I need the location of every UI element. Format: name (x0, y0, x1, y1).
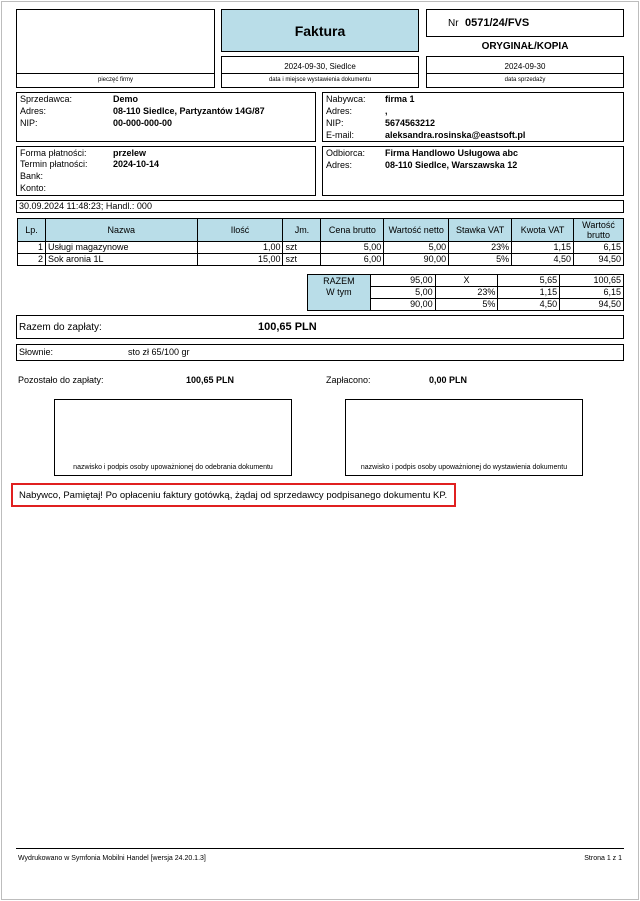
to-pay-box (16, 315, 624, 339)
receiver-signature-box (54, 399, 292, 476)
cell: 1,00 (197, 242, 283, 254)
issue-place-date: 2024-09-30, Siedlce (284, 62, 356, 71)
buyer-nip-label: NIP: (326, 118, 344, 128)
issue-caption: data i miejsce wystawienia dokumentu (268, 77, 372, 83)
in-words-value: sto zł 65/100 gr (128, 347, 190, 357)
seller-address: 08-110 Siedlce, Partyzantów 14G/87 (113, 106, 265, 116)
seller-nip-label: NIP: (20, 118, 38, 128)
issuer-signature-box (345, 399, 583, 476)
col-header: Jm. (283, 219, 321, 242)
recipient-name: Firma Handlowo Usługowa abc (385, 148, 519, 158)
cell: 90,00 (384, 254, 449, 266)
cell: 5,00 (370, 287, 435, 299)
stamp-caption: pieczęć firmy (97, 77, 133, 83)
issue-box (221, 56, 419, 88)
items-table (17, 218, 624, 266)
buyer-email: aleksandra.rosinska@eastsoft.pl (385, 130, 526, 140)
cell: szt (283, 242, 321, 254)
col-header: Kwota VAT (512, 219, 574, 242)
cell: 5% (449, 254, 512, 266)
buyer-nip: 5674563212 (385, 118, 436, 128)
totals-table (307, 274, 624, 311)
company-stamp-box (16, 9, 215, 88)
cell: 6,00 (321, 254, 384, 266)
original-copy-label: ORYGINAŁ/KOPIA (481, 41, 569, 52)
meta-line: 30.09.2024 11:48:23; Handl.: 000 (19, 201, 152, 211)
seller-label: Sprzedawca: (20, 94, 73, 104)
cell: Usługi magazynowe (45, 242, 197, 254)
paid-label: Zapłacono: (326, 375, 371, 385)
sale-date: 2024-09-30 (504, 62, 546, 71)
cell: 4,50 (512, 254, 574, 266)
cell: 4,50 (498, 299, 560, 311)
to-pay-value: 100,65 PLN (258, 321, 317, 333)
buyer-label: Nabywca: (326, 94, 366, 104)
table-row (18, 242, 624, 254)
cell: 94,50 (560, 299, 624, 311)
cell: 6,15 (573, 242, 623, 254)
account-label: Konto: (20, 183, 47, 193)
recipient-label: Odbiorca: (326, 148, 366, 158)
cell: 5,00 (384, 242, 449, 254)
document-title: Faktura (294, 23, 346, 39)
cell: 15,00 (197, 254, 283, 266)
col-header: Wartość netto (384, 219, 449, 242)
cell: 23% (435, 287, 498, 299)
cell: X (435, 275, 498, 287)
cell: 5,65 (498, 275, 560, 287)
cash-payment-notice (11, 483, 456, 507)
cell: 5,00 (321, 242, 384, 254)
payment-box (16, 146, 316, 196)
totals-row (308, 275, 624, 287)
in-words-label: Słownie: (19, 347, 54, 357)
table-row (18, 254, 624, 266)
seller-address-label: Adres: (20, 106, 47, 116)
buyer-email-label: E-mail: (326, 130, 355, 140)
wtym-label: W tym (326, 287, 352, 297)
recipient-box (322, 146, 624, 196)
notice-text: Nabywco, Pamiętaj! Po opłaceniu faktury gotówką, żądaj od sprzedawcy podpisanego dokumentu KP. (19, 490, 448, 501)
paid-value: 0,00 PLN (429, 375, 468, 385)
items-header-row (18, 219, 624, 242)
cell: 95,00 (370, 275, 435, 287)
recipient-address: 08-110 Siedlce, Warszawska 12 (385, 160, 518, 170)
cell: 5% (435, 299, 498, 311)
buyer-box (322, 92, 624, 142)
cell: 1 (18, 242, 46, 254)
footer-divider (16, 848, 624, 849)
cell: 100,65 (560, 275, 624, 287)
bank-label: Bank: (20, 171, 44, 181)
sale-date-box (426, 56, 624, 88)
cell: szt (283, 254, 321, 266)
payment-term-label: Termin płatności: (20, 159, 88, 169)
buyer-name: firma 1 (385, 94, 415, 104)
number-label: Nr (448, 18, 459, 29)
cell: 94,50 (573, 254, 623, 266)
cell: 6,15 (560, 287, 624, 299)
col-header: Wartość brutto (573, 219, 623, 242)
sale-date-caption: data sprzedaży (504, 77, 546, 83)
cell: 90,00 (370, 299, 435, 311)
seller-name: Demo (113, 94, 139, 104)
col-header: Cena brutto (321, 219, 384, 242)
payment-form: przelew (113, 148, 147, 158)
buyer-address: , (385, 106, 388, 116)
remaining-label: Pozostało do zapłaty: (18, 375, 104, 385)
cell: Sok aronia 1L (45, 254, 197, 266)
payment-form-label: Forma płatności: (20, 148, 87, 158)
col-header: Stawka VAT (449, 219, 512, 242)
seller-box (16, 92, 316, 142)
page-info: Strona 1 z 1 (584, 855, 622, 862)
razem-label: RAZEM (323, 276, 355, 286)
number-box (426, 9, 624, 37)
cell: 1,15 (512, 242, 574, 254)
payment-term: 2024-10-14 (113, 159, 160, 169)
totals-label-cell (308, 275, 371, 311)
issuer-signature-caption: nazwisko i podpis osoby upoważnionej do wystawienia dokumentu (360, 464, 568, 471)
title-box (221, 9, 419, 52)
to-pay-label: Razem do zapłaty: (19, 322, 102, 333)
col-header: Lp. (18, 219, 46, 242)
meta-line-box (16, 200, 624, 213)
cell: 1,15 (498, 287, 560, 299)
buyer-address-label: Adres: (326, 106, 353, 116)
remaining-value: 100,65 PLN (186, 375, 235, 385)
cell: 23% (449, 242, 512, 254)
receiver-signature-caption: nazwisko i podpis osoby upoważnionej do odebrania dokumentu (73, 464, 273, 471)
invoice-number: 0571/24/FVS (465, 17, 530, 29)
in-words-box (16, 344, 624, 361)
col-header: Ilość (197, 219, 283, 242)
recipient-address-label: Adres: (326, 160, 353, 170)
seller-nip: 00-000-000-00 (113, 118, 173, 128)
col-header: Nazwa (45, 219, 197, 242)
printed-by: Wydrukowano w Symfonia Mobilni Handel [wersja 24.20.1.3] (18, 855, 206, 862)
cell: 2 (18, 254, 46, 266)
